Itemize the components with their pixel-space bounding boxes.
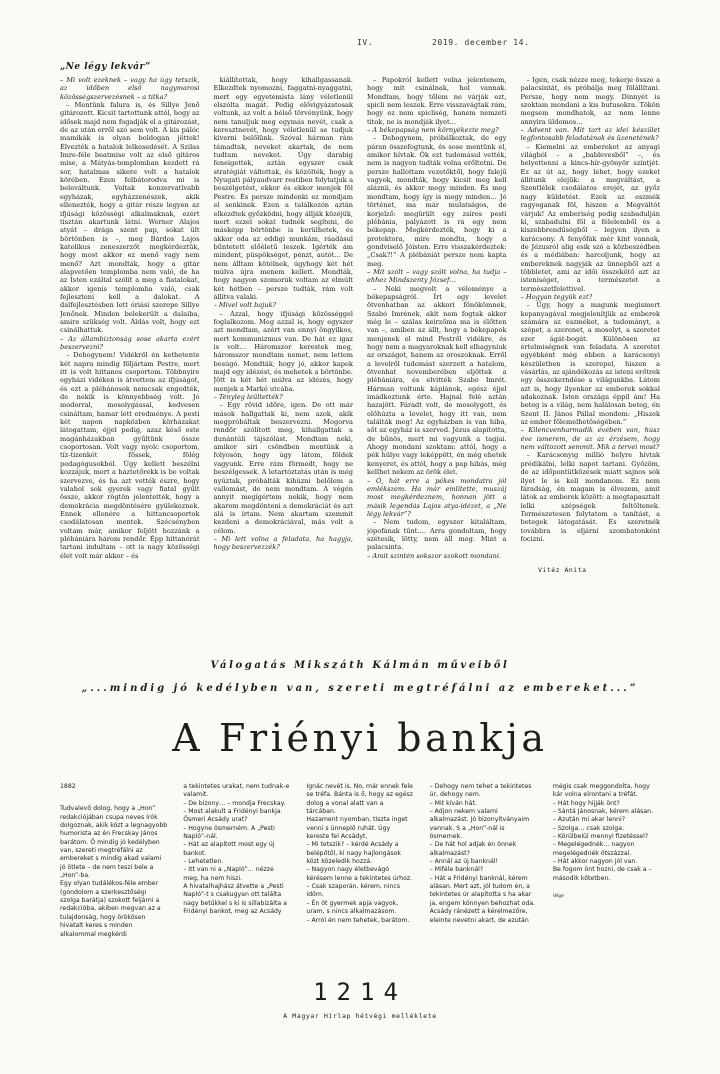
story-columns	[60, 783, 660, 948]
story-paragraph: – Csak szaporán, kérem, nincs időm.	[306, 883, 401, 899]
story-column	[183, 783, 290, 948]
interview-answer: kiállítottak, hogy kihallgassanak. Elkezdtek nyomozni, faggatni-nyaggatni, mert egy egyetemista lány véletlenül elszólta magát. Pedig elővigyázatosak voltunk, az volt a bélső törvényünk, hogy nem tanuljuk meg egymás nevét, csak a keresztnevét, hogy véletlenül se tudjuk kiverni belőlünk. Szóval hárman rám támadtak, neveket akartak, de nem tudtam neveket. Úgy darabig feneigettek, aztán egyszer csak stratégiát váltottak, és közölték, hogy a Nyugati pályaudvarr restiben folytatjuk a beszélgetést, ekkor és ekkor menjek föl Pestre. És persze mindenki ez mondjam el senkinek. Ezen a találkozón aztán elkezdtek győzködni, hogy állják közéjük, mert ezzel sokat tudnék segíteni, de másképp börtönbe is kerülhetek, és akkor oda az eddigi munkám, ráadásul bűntetett előéletű leszek. Igérték ám mindent, püspökséget, pénzt, autót… De nem álltam kötélnek, úgyhogy két hét múlva újra menem kellett. Mondták, hogy nagyon szomorúk voltam az elmúlt két hétben – persze tudták, rám volt állítva valaki.	[213, 76, 353, 301]
interview-question: – Mivel volt bajuk?	[213, 301, 277, 310]
footer-text: A Magyar Hírlap hétvégi melléklete	[283, 1012, 437, 1020]
story-paragraph: – Szolga… csak szolga.	[552, 824, 625, 832]
story-paragraph: – Dehogy nem tehet a tekintetes úr, dehogy nem.	[429, 783, 532, 799]
story-paragraph: – Annál az új banknál!	[429, 858, 498, 866]
story-paragraph: mégis csak meggondolta, hogy kár volna elrontani a tréfát.	[552, 783, 650, 799]
story-paragraph: Be fogom önt hozni, de csak a – második kötetben.	[552, 866, 652, 882]
story-paragraph: – Adjon nekem valami alkalmazást. Jó bizonyítványaim vannak. S a „Hon”-nál is ösmernek.	[429, 808, 530, 841]
feature-title: A Friényi bankja	[172, 716, 548, 760]
story-paragraph: – Én öt gyermek apja vagyok, uram, s nincs alkalmazásom.	[306, 899, 399, 916]
article-title: „Ne légy lekvár”	[60, 62, 151, 72]
interview-answer: – Dehogynem! Vidékről én kethetente két napra mindig följártam Pestre, mert itt is volt hittanos csoportom. Többnyire egyházi vidéken is átvettem az ifjúságot, és ezt a plébánosok nemcsak engedték, de nekik is könnyebbség volt. Jó modorral, mosolygással, kedvesen csináltam, hamar lett eredménye. A pesti két napon napközben körházakat látogattam, éjjel pedig, azaz késő este magánházakban gyűltünk össze csoportosan. Volt vagy nyolc csoportom, tíz-tizenkét főssek, fölég pedagógusokból. Úgy kellett beszélni kozzájuk, mert a háztetőrekk is be voltak szervezve, és ha azt vették észre, hogy valahol sok gyerek vagy fiatal gyűlt össze, akkor rögtön jelentették, hogy a demokrácia megdöntésére gyülekeznek. Ennek ellenére a hittancsoportok csodálatosan mentek. Szécsényben voltam már, amikor feljött hozzánk a plébániára három rendőr. Épp hittanórát tartani indultam – ott is nagy közösségi élet volt már akkor – és	[60, 351, 200, 560]
story-paragraph: Egy olyan tudálékos-féle ember (gondolom a szerkesztőségi szolga barátja) szokott feljárni a redakcióba, akiben megvan az a tulajdonság, hogy örökösen hivatalt keres s minden alkalommal megkérdi	[60, 880, 161, 938]
interview-question: – Kilencvenharmadik évében van, húsz éve ismerem, de az az érzésem, hogy nem változott semmit. Mik a tervei most?	[520, 426, 660, 452]
story-paragraph: – Nagyon nagy életbevágó kérésem lenne a tekintetes úrhoz.	[306, 866, 413, 882]
story-year: 1882	[60, 783, 76, 790]
interview-article	[60, 62, 660, 596]
article-column	[367, 76, 507, 596]
interview-answer: – Karácsonyig millió helyre hívtak prédikálni, lelki napot tartani. Győzöm, de az időpontütközések miatt sajnos sok ilyet le is kell mondanom. Ez nem fáradság, én magam is élvezem, amit látok az emberek között: a megtapasztalt lelki szépségek feltöltenek. Természetesen folytatom a tanítást, a betegek látogatását. És szeretnék továbbra is eljárni szombatonként focizni.	[520, 451, 660, 543]
story-paragraph: Tudvalevő dolog, hogy a „Hon” redakciójában csupa neves írók dolgoznak, akik közt a legnagyobb humorista az én Frecskay János barátom. Ő mindig jó kedélyben van, szereti megtréfálni az embereket s mindig akad valami jó ötlete – de nem teszi bele a „Hon”-ba.	[60, 805, 168, 880]
story-paragraph: – Hogyne ösmerném. A „Pesti Napló”-nál.	[183, 824, 275, 841]
story-paragraph: Ignác nevét is. No, már ennek fele se tréfa. Bánta is ő, hogy az egész dolog a vonal alatt van a tárcában.	[306, 783, 414, 816]
feature-quote: „...mindig jó kedélyben van, szereti megtréfálni az embereket...”	[81, 683, 639, 694]
story-paragraph: – Hát hogy hijják önt?	[552, 799, 620, 807]
interview-answer: – Nem tudom, egyszer kitaláltam, jópofának tűnt…. Arra gondoltam, hogy szétesik, lötty, nem áll meg. Mint a palacsinta.	[367, 518, 507, 552]
story-paragraph: Acsády ránézett a kérelmezőre, eleinte nevetni akart, de azután	[429, 908, 529, 924]
story-paragraph: – Hát a Fridényi banknál, kérem alásan. Mert azt, jól tudom én, a tekintetes úr alapította s ha akar ja, engem könnyen behozhat oda.	[429, 874, 536, 907]
story-end-mark: Vége	[552, 894, 564, 900]
story-paragraph: Hazament nyomban, tiszta inget venni s ünneplő ruhát. Úgy kereste fel Acsádyt.	[306, 816, 408, 841]
interview-answer: – Egy rövid időre, igen. De ott már mások hallgattak ki, nem azok, akik megpróbáltak beszervezni. Mogorva rendőr szólított meg, kihallgattak a dunántúli tájszólást. Mondtam neki, amikor síri csöndben mentünk a folyosón, hogy úgy látom, földek vagyunk. Erre rám förmedt, hogy ne beszélgessek. A letartóztatás után is még nyúztak, próbálták kihúzni belőlem a vallomást, de nem mondtam. A végén annyit megígértem nekik, hogy nem akarom megdönteni a demokráciát és azt alá is írtam. Nem akartam szemmit kezdeni a demokráciával, más volt a célom.	[213, 401, 353, 535]
interview-answer: – Azzal, hogy ifjúsági közösséggel foglalkozom. Meg azzal is, hogy egyszer azt mondtam, azért van ennyi öngyilkos, mert kommunizmus van. De hát ez igaz is volt… Háromszor kerestek meg, háromszor mondtam nemet, nem lettem besúgó. Mondták, hogy jó, akkor kapok majd egy idézést, és mehetek a börtönbe. Jött is két hét múlva az idézés, hogy menjek a Markó utcába.	[213, 309, 353, 393]
feature-subtitle: Válogatás Mikszáth Kálmán műveiből	[210, 660, 510, 671]
story-paragraph: – Mi tetszik? – kérdé Acsády a belépőtől, ki nagy hajlongások közt közeledik hozzá.	[306, 841, 401, 866]
interview-answer: – Neki megvolt a véleménye a békepapságról. Írt egy levelet ötvenhatban az akkori főnökömnek, Szabó Imrének, akit nem fogtak akkor még le – szálas keirzőma ma is élőtten van –, amiben az állt, hogy a békepapok menjenek el mind Pestről vidékre, és hogy nem a magyaroknak kell elhagyniuk az országot, hanem az oroszoknak. Erről a levelről tudomást szerzett a hatalom, ötvenhat novemberében eljöttek a plébániára, és elvitték Szabó Imrét. Hárman voltunk káplánok, egész éjjel imádkoztunk érte. Hajnal felé aztán hazajött. Fáradt volt, de mosolygott, és előhúzta a levelet, hogy itt van, nem találták meg! Az egyházban is van hiba, sőt az egyház is szerved. Jézus alapította, de bűnös, mert mi vagyunk a tagjai. Ahogy mondani szoktam: attól, hogy a pék hülye vagy leképpött, én még ehetek kenyeret, és attól, hogy a pap hibás, még kellhet nekem az örök élet.	[367, 284, 507, 477]
interview-question: – Tényleg leültették?	[213, 393, 283, 402]
article-column	[60, 76, 200, 596]
story-paragraph: – Körülbelül mennyi fizetéssel?	[552, 833, 649, 841]
interview-question: – Mi lett volna a feladata, ha hagyja, hogy beszervezzék?	[213, 534, 353, 552]
story-paragraph: – Miféle banknál?	[429, 866, 484, 874]
story-paragraph: – Sántá Jánosnak, kérem alásan.	[552, 808, 654, 816]
interview-answer: – Mentünk falura is, és Sillye Jenő gitározott. Kicsit tartottunk attól, hogy az idősek majd nem fogadják el a gitározást, de az után erről szó sem volt. A kis pálóc mamikák is olyan boldogan jöttek! Élvezték a hatalok lelkesedését. A Szilas Imre-féle beatmise volt az első gitáros mise, a Mátyás-templomban kezdett rá sor, hatalmas sikere volt a hatalok körében. Ezen felbátorodva mi is beleváltunk. Voltak konzervatívabb egyházak, egyházzenészek, akik ellenezték, hogy a gitár része legyen az ifjúsági közösségi alkalmaknak, ezért tisztán akartunk látni. Werner Alajos atyát – drága szent pap, sokat ült börtönben is –, meg Bárdos Lajos katolikus zeneszerzőt megkérdeztük, hogy most akkor ez menő vagy nem menő? Azt mondták, hogy a gitár alapvetően templomba nem való, de ha az Isten ezáltal szólít a meg a fiatalokat, akkor igenis templomba való, csak fejleszteni kell a dalokat. A dalfejlesztésben lett óriási szerepe Sillye Jenőnek. Minden belekerült a dalaiba, amire szükség volt. Áldás volt, hogy ezt csinálhattuk.	[60, 101, 200, 335]
interview-question: – Hogyan tegyük ezt?	[520, 292, 593, 301]
issue-date: 2019. december 14.	[432, 38, 530, 47]
interview-question: – A békepapság nem környékezte meg?	[367, 126, 499, 135]
interview-question: – Advent van. Mit tart az idei készület legfontosabb feladatának és üzenetének?	[520, 126, 660, 143]
interview-question: – Mit szólt – vagy szólt volna, ha tudja – ehhez Mindszenty József…	[367, 267, 507, 285]
story-paragraph: A hivatalhajhász átvette a „Pesti Napló”-t s csakugyan ott találta nagy betűkkel s ki is sillabizálta a Fridényi bankot, meg az Acsády	[183, 883, 287, 916]
story-paragraph: – Mit kíván hát.	[429, 799, 477, 807]
story-paragraph: – Megelégednék… nagyon megelégednék ötszázzal.	[552, 841, 635, 857]
interview-answer: – Igen, csak nézze meg, tekerje össze a palacsintát, és próbálja meg fölállítani. Persze, hogy nem megy. Dinnyét is szoktam mondani a kis butusokra. Tökön megsem mondhatok, az nem lenne annyira üldomos…	[520, 76, 660, 126]
story-paragraph: – Lehetetlen.	[183, 858, 224, 866]
story-paragraph: – De bizony… – mondja Frecskay. – Most alakult a Fridényi bankja. Ösmeri Acsády urat?	[183, 799, 286, 824]
story-paragraph: – Hát az alapított most egy új bankot.	[183, 841, 275, 857]
story-column	[60, 783, 167, 948]
page-number: 1214	[313, 978, 407, 1006]
story-paragraph: – De hát hol adjak én önnek alkalmazást?	[429, 841, 517, 857]
article-column	[521, 76, 661, 596]
interview-answer: – Dehogynem, próbálkoztak, de egy páran összefogtunk, és sose mentünk el, amikor hívtak. Ők ezt tudomásul vették, nem is nagyon tudták volna erőltetni. De persze hallottam vezetőktől, hogy falejű vagyok, mondták, hogy kicsit meg kell aláznii, és akkor megy minden. És meg mondtam, hogy így is megy minden… Jó történet, ma már mulatságos, de korjelző: megürült egy zsíros pesti plébánia, pályázott is rá egy nem békepap. Megkérdezték, hogy ki a protektora, mire mondta, hogy a gondviselő Jóisten. Erre visszakérdeztek: „Csak?!” A plébániát persze nem kapta meg.	[367, 134, 507, 268]
interview-answer: – Úgy, hogy a magunk megismert kepanyagával megjelenítjük az emberek számára az eszméket, a tudományt, a szépet, a szerenet, a mosolyt, a szeretet ezer ágát-bogát. Különösen az értelmiségnek van feladata. A szeretet egyébként még ebben a karácsonyi készületben is szerepel, hiszen a vásárlás, az ajándékozás az isteni erőtrek egy összekerndése a világunkba. Látom azt is, hogy ilyenkor az emberek sokkal adakoznak. Isten országa éppíl ám! Ha beteg is a világ, nem halálosan beteg, én Szent II. János Pállal mondom: „Hiszek az ember főlemelhetőségében.”	[520, 301, 660, 427]
story-paragraph: – Azután mi akar lenni?	[552, 816, 626, 824]
story-column	[553, 783, 660, 948]
interview-answer: – Kiemelni az embereket az anyagi világból – a „bablevesből” –, és helyettenni a kincs-hír-gyönyör szintjét. Ez az út az, hogy lehet, hogy ezeket állítunk elejük: a megváltást, a Szentlélek csodálatos erejét, az győz nagy küldetést. Ezek az eszmék ragyoganak föl, hiszen a Megváltót várjuk! Az emberiség pedig szabadulján ki, szabadulni föl a félelemből és a kiszebbrendűségből – legyen ilyen a karácsony. A fenyőfák mér kint vannak, de Jézusról alig esik szó a közbeszédben és a médiában: harcoljunk, hogy az embereknek nagyják az ünnepből azt a többletet, ami az idői összekötő azt az isteniséget, a természetet a természetfelettivel.	[520, 142, 660, 293]
section-number: IV.	[357, 38, 374, 47]
interview-answer: – Papokról kellett volna jelentenem, hogy mit csinálnak, hol vannak. Mondtam, hogy tőlem ne várják ezt, spicli nem leszek. Erre visszavágtak rám, hogy ez nem spicliség, hanem nemzeti titok, ne is mondják ilyet…	[367, 76, 507, 126]
story-column	[306, 783, 413, 948]
story-column	[430, 783, 537, 948]
interview-question: – Az állambiztonság sose akarta ezért beszervezni?	[60, 334, 200, 351]
author-signature: Vitéz Anita	[538, 566, 587, 574]
article-column	[214, 76, 354, 596]
interview-question: – Amit szintén sokszor szokott mondani.	[367, 551, 502, 560]
article-columns	[60, 76, 660, 596]
story-paragraph: – Hát akkor nagyon jól van.	[552, 858, 638, 866]
story-paragraph: a tekintetes urakat, nem tudnak-e valamit.	[183, 783, 290, 799]
interview-question: – Ó, hát erre a pékes mondatra jól emlékszem. Ha már említette, muszáj most megkérdeznem, honnan jött a másik legendás Lajos atya-idézet, a „Ne légy lekvár”?	[367, 476, 507, 518]
story-paragraph: – Itt van ni a „Napló”… nézze meg, ha nem hiszi.	[183, 866, 274, 882]
story-paragraph: – Arról én nem tehetek, barátom.	[306, 916, 410, 924]
interview-question: – Mi volt ezeknek – vagy ha úgy tetszik, az időben első nagymarosi közösségszervezésnek – a titka?	[60, 76, 200, 101]
